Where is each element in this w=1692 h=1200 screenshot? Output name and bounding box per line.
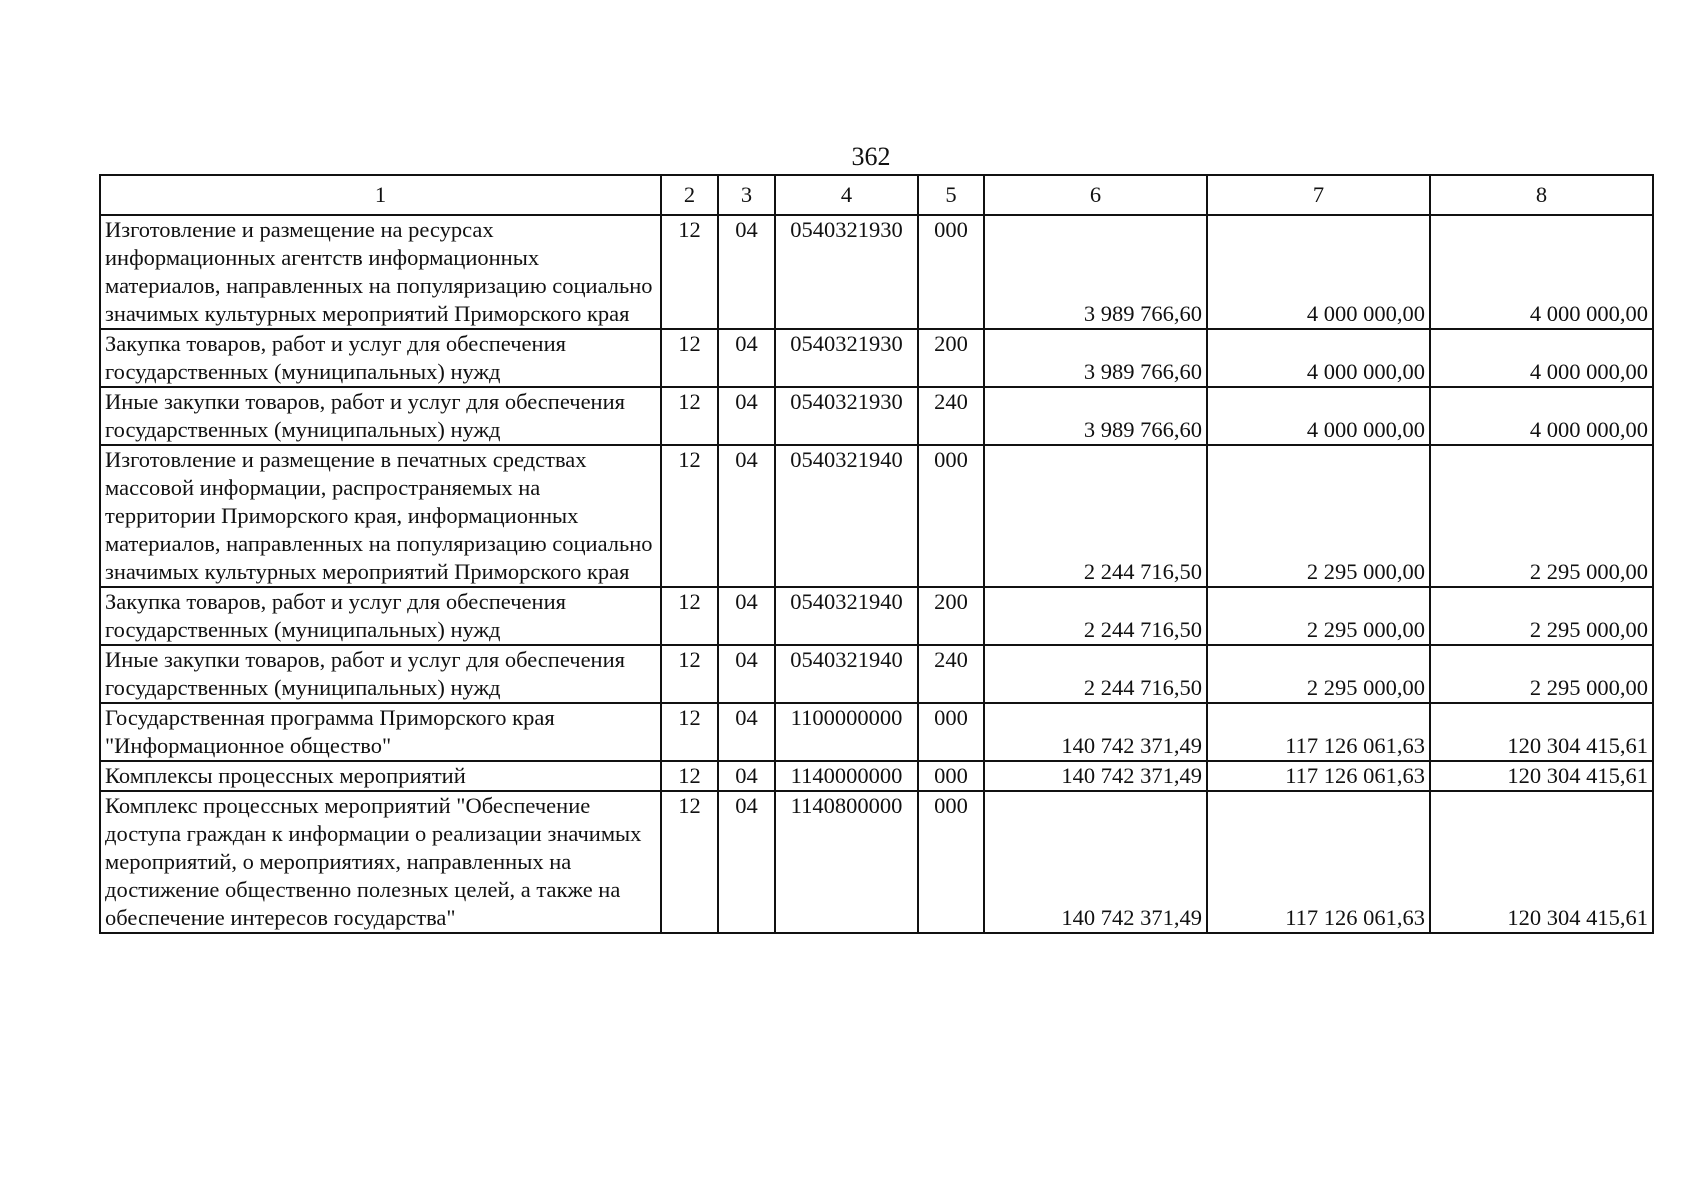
- budget-table: [99, 174, 1654, 934]
- row-section: 12: [661, 703, 718, 761]
- table-row: [100, 329, 1653, 387]
- row-expense-type: 000: [918, 703, 984, 761]
- row-amount-8: 2 295 000,00: [1430, 445, 1653, 587]
- row-name: Закупка товаров, работ и услуг для обеспечения государственных (муниципальных) нужд: [100, 329, 661, 387]
- row-subsection: 04: [718, 215, 775, 329]
- row-expense-type: 000: [918, 791, 984, 933]
- row-target-code: 0540321930: [775, 329, 918, 387]
- row-target-code: 0540321940: [775, 645, 918, 703]
- header-cell: 7: [1207, 175, 1430, 215]
- row-section: 12: [661, 329, 718, 387]
- row-subsection: 04: [718, 645, 775, 703]
- row-section: 12: [661, 215, 718, 329]
- row-section: 12: [661, 387, 718, 445]
- row-expense-type: 200: [918, 587, 984, 645]
- row-amount-7: 4 000 000,00: [1207, 329, 1430, 387]
- row-target-code: 1100000000: [775, 703, 918, 761]
- table-row: [100, 445, 1653, 587]
- row-amount-8: 120 304 415,61: [1430, 791, 1653, 933]
- header-row: [100, 175, 1653, 215]
- row-amount-7: 4 000 000,00: [1207, 387, 1430, 445]
- row-name: Комплекс процессных мероприятий "Обеспечение доступа граждан к информации о реализации значимых мероприятий, о мероприятиях, направленных на достижение общественно полезных целей, а также на обеспечение интересов государства": [100, 791, 661, 933]
- row-amount-7: 117 126 061,63: [1207, 761, 1430, 791]
- row-amount-8: 120 304 415,61: [1430, 703, 1653, 761]
- row-amount-8: 2 295 000,00: [1430, 645, 1653, 703]
- header-cell: 5: [918, 175, 984, 215]
- row-name: Изготовление и размещение в печатных средствах массовой информации, распространяемых на территории Приморского края, информационных материалов, направленных на популяризацию социально значимых культурных мероприятий Приморского края: [100, 445, 661, 587]
- row-amount-8: 120 304 415,61: [1430, 761, 1653, 791]
- row-name: Закупка товаров, работ и услуг для обеспечения государственных (муниципальных) нужд: [100, 587, 661, 645]
- row-name: Изготовление и размещение на ресурсах информационных агентств информационных материалов, направленных на популяризацию социально значимых культурных мероприятий Приморского края: [100, 215, 661, 329]
- row-name: Комплексы процессных мероприятий: [100, 761, 661, 791]
- row-section: 12: [661, 445, 718, 587]
- row-amount-7: 2 295 000,00: [1207, 645, 1430, 703]
- row-amount-6: 2 244 716,50: [984, 645, 1207, 703]
- row-subsection: 04: [718, 703, 775, 761]
- row-expense-type: 000: [918, 445, 984, 587]
- table-row: [100, 761, 1653, 791]
- row-subsection: 04: [718, 791, 775, 933]
- page-number: 362: [851, 142, 891, 171]
- row-amount-7: 2 295 000,00: [1207, 587, 1430, 645]
- row-target-code: 0540321930: [775, 215, 918, 329]
- row-amount-8: 4 000 000,00: [1430, 387, 1653, 445]
- header-cell: 6: [984, 175, 1207, 215]
- row-amount-7: 117 126 061,63: [1207, 703, 1430, 761]
- row-expense-type: 240: [918, 645, 984, 703]
- row-subsection: 04: [718, 329, 775, 387]
- row-amount-6: 140 742 371,49: [984, 791, 1207, 933]
- row-expense-type: 200: [918, 329, 984, 387]
- row-amount-6: 3 989 766,60: [984, 387, 1207, 445]
- row-subsection: 04: [718, 761, 775, 791]
- row-section: 12: [661, 587, 718, 645]
- header-cell: 1: [100, 175, 661, 215]
- header-cell: 3: [718, 175, 775, 215]
- row-subsection: 04: [718, 445, 775, 587]
- row-amount-7: 117 126 061,63: [1207, 791, 1430, 933]
- row-name: Иные закупки товаров, работ и услуг для обеспечения государственных (муниципальных) нужд: [100, 645, 661, 703]
- row-expense-type: 240: [918, 387, 984, 445]
- row-section: 12: [661, 761, 718, 791]
- row-amount-6: 140 742 371,49: [984, 703, 1207, 761]
- row-amount-6: 2 244 716,50: [984, 587, 1207, 645]
- row-amount-6: 140 742 371,49: [984, 761, 1207, 791]
- row-amount-8: 2 295 000,00: [1430, 587, 1653, 645]
- table-row: [100, 387, 1653, 445]
- header-cell: 2: [661, 175, 718, 215]
- table-row: [100, 587, 1653, 645]
- row-name: Государственная программа Приморского края "Информационное общество": [100, 703, 661, 761]
- row-amount-7: 2 295 000,00: [1207, 445, 1430, 587]
- table-row: [100, 791, 1653, 933]
- table-row: [100, 703, 1653, 761]
- row-amount-7: 4 000 000,00: [1207, 215, 1430, 329]
- row-expense-type: 000: [918, 215, 984, 329]
- row-name: Иные закупки товаров, работ и услуг для обеспечения государственных (муниципальных) нужд: [100, 387, 661, 445]
- row-amount-6: 3 989 766,60: [984, 329, 1207, 387]
- header-cell: 4: [775, 175, 918, 215]
- row-subsection: 04: [718, 587, 775, 645]
- header-cell: 8: [1430, 175, 1653, 215]
- row-subsection: 04: [718, 387, 775, 445]
- row-target-code: 0540321940: [775, 445, 918, 587]
- row-section: 12: [661, 791, 718, 933]
- row-target-code: 1140800000: [775, 791, 918, 933]
- row-expense-type: 000: [918, 761, 984, 791]
- table-row: [100, 645, 1653, 703]
- row-target-code: 1140000000: [775, 761, 918, 791]
- row-amount-6: 3 989 766,60: [984, 215, 1207, 329]
- row-amount-6: 2 244 716,50: [984, 445, 1207, 587]
- row-target-code: 0540321940: [775, 587, 918, 645]
- row-amount-8: 4 000 000,00: [1430, 215, 1653, 329]
- table-row: [100, 215, 1653, 329]
- row-target-code: 0540321930: [775, 387, 918, 445]
- row-amount-8: 4 000 000,00: [1430, 329, 1653, 387]
- row-section: 12: [661, 645, 718, 703]
